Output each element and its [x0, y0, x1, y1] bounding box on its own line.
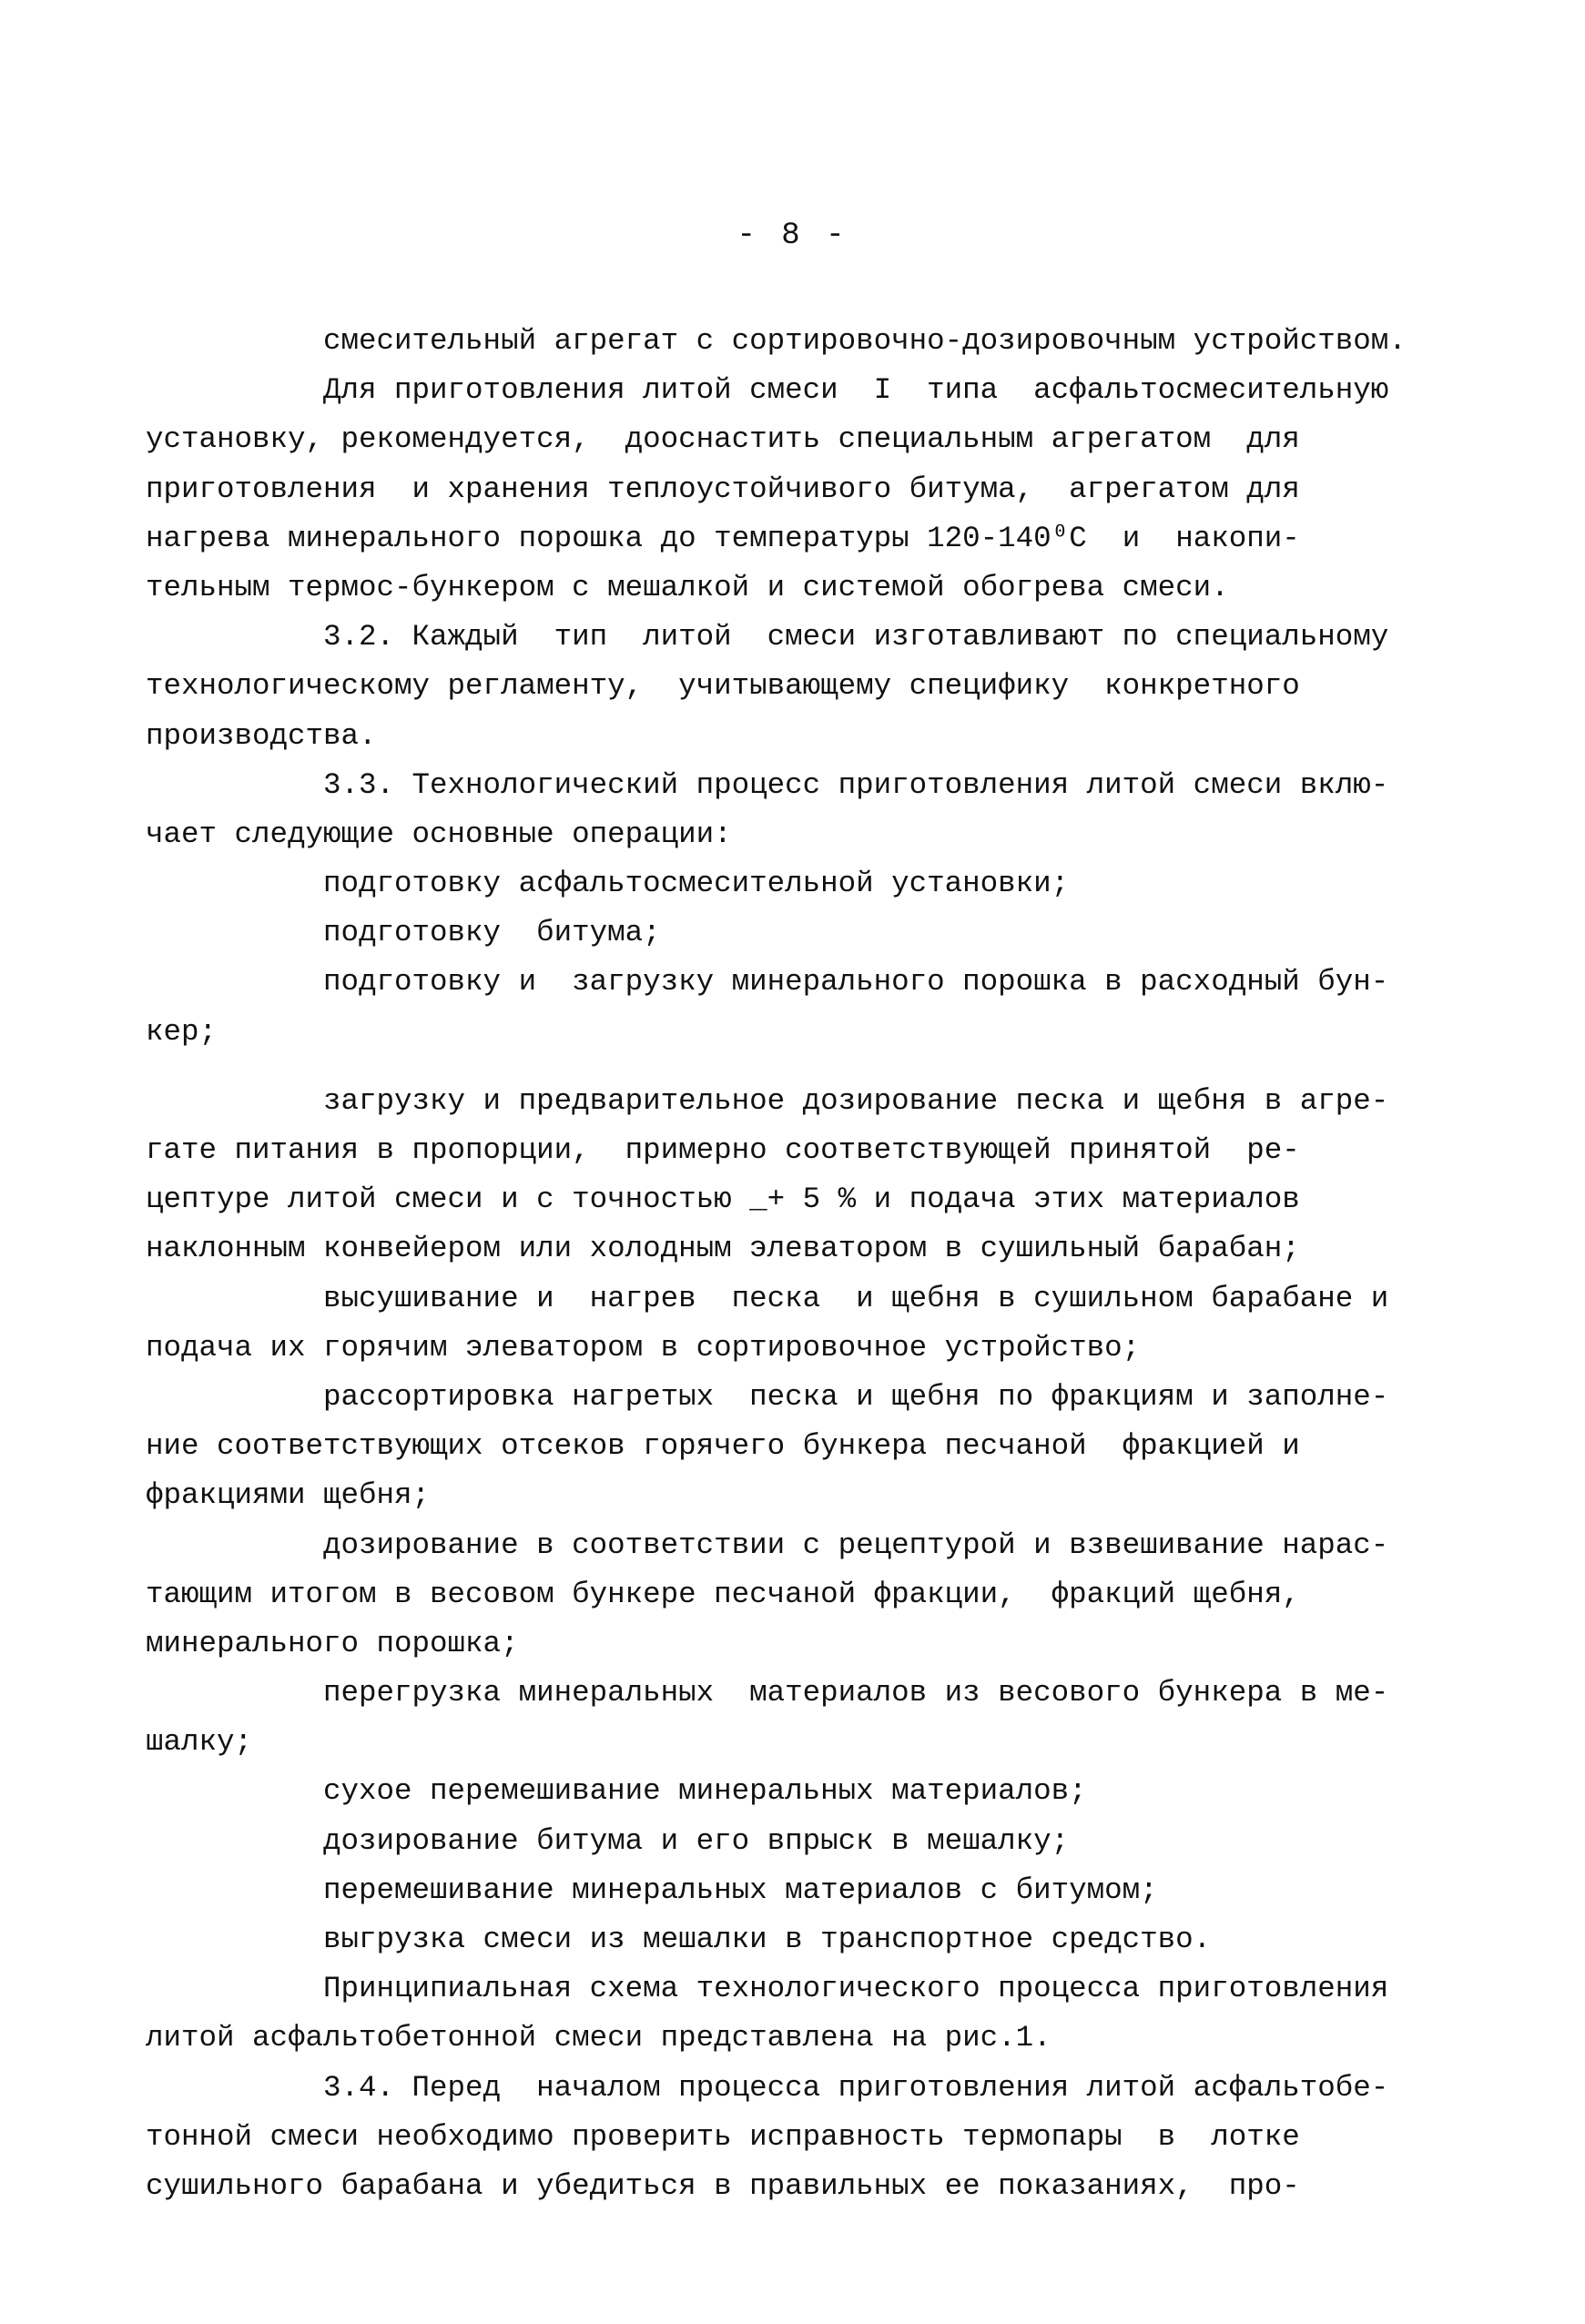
- text-line: подготовку и загрузку минерального порошка в расходный бун-: [146, 965, 1389, 1000]
- text-line: сухое перемешивание минеральных материалов;: [146, 1774, 1087, 1809]
- text-line: фракциями щебня;: [146, 1478, 431, 1513]
- text-line: гате питания в пропорции, примерно соответствующей принятой ре-: [146, 1133, 1300, 1167]
- text-line: смесительный агрегат с сортировочно-дозировочным устройством.: [146, 324, 1407, 358]
- text-line: производства.: [146, 718, 377, 753]
- text-line: нагрева минерального порошка до температуры 120-140⁰С и накопи-: [146, 521, 1300, 555]
- document-body: [146, 317, 1407, 2211]
- text-line: подача их горячим элеватором в сортировочное устройство;: [146, 1330, 1141, 1365]
- text-line: ние соответствующих отсеков горячего бункера песчаной фракцией и: [146, 1429, 1300, 1464]
- text-line: перемешивание минеральных материалов с битумом;: [146, 1872, 1158, 1907]
- text-line: шалку;: [146, 1725, 253, 1760]
- text-line: литой асфальтобетонной смеси представлена на рис.1.: [146, 2021, 1052, 2055]
- page-number: - 8 -: [737, 218, 848, 253]
- text-line: сушильного барабана и убедиться в правильных ее показаниях, про-: [146, 2168, 1300, 2203]
- text-line: тельным термос-бункером с мешалкой и системой обогрева смеси.: [146, 570, 1229, 604]
- text-line: тающим итогом в весовом бункере песчаной фракции, фракций щебня,: [146, 1577, 1300, 1611]
- text-line: приготовления и хранения теплоустойчивого битума, агрегатом для: [146, 472, 1300, 506]
- text-line: Для приготовления литой смеси I типа асфальтосмесительную: [146, 373, 1389, 408]
- text-line: технологическому регламенту, учитывающему специфику конкретного: [146, 669, 1300, 704]
- text-line: 3.4. Перед началом процесса приготовления литой асфальтобе-: [146, 2070, 1389, 2105]
- text-line: загрузку и предварительное дозирование песка и щебня в агре-: [146, 1083, 1389, 1118]
- text-line: чает следующие основные операции:: [146, 817, 732, 851]
- text-line: перегрузка минеральных материалов из весового бункера в ме-: [146, 1676, 1389, 1710]
- text-line: 3.3. Технологический процесс приготовления литой смеси вклю-: [146, 767, 1389, 802]
- text-line: рассортировка нагретых песка и щебня по фракциям и заполне-: [146, 1379, 1389, 1414]
- text-line: кер;: [146, 1014, 218, 1049]
- text-line: высушивание и нагрев песка и щебня в сушильном барабане и: [146, 1281, 1389, 1315]
- text-line: минерального порошка;: [146, 1626, 519, 1660]
- text-line: подготовку асфальтосмесительной установки;: [146, 867, 1070, 901]
- text-line: дозирование в соответствии с рецептурой и взвешивание нарас-: [146, 1527, 1389, 1562]
- paragraph-gap: [146, 1057, 1402, 1077]
- text-line: тонной смеси необходимо проверить исправность термопары в лотке: [146, 2119, 1300, 2154]
- text-line: 3.2. Каждый тип литой смеси изготавливают по специальному: [146, 620, 1389, 655]
- text-line: дозирование битума и его впрыск в мешалку;: [146, 1823, 1070, 1858]
- text-line: подготовку битума;: [146, 916, 661, 950]
- text-line: цептуре литой смеси и с точностью _+ 5 % и подача этих материалов: [146, 1182, 1300, 1217]
- text-line: выгрузка смеси из мешалки в транспортное средство.: [146, 1923, 1212, 1956]
- text-line: Принципиальная схема технологического процесса приготовления: [146, 1972, 1389, 2006]
- text-line: установку, рекомендуется, дооснастить специальным агрегатом для: [146, 422, 1300, 457]
- text-line: наклонным конвейером или холодным элеватором в сушильный барабан;: [146, 1232, 1300, 1266]
